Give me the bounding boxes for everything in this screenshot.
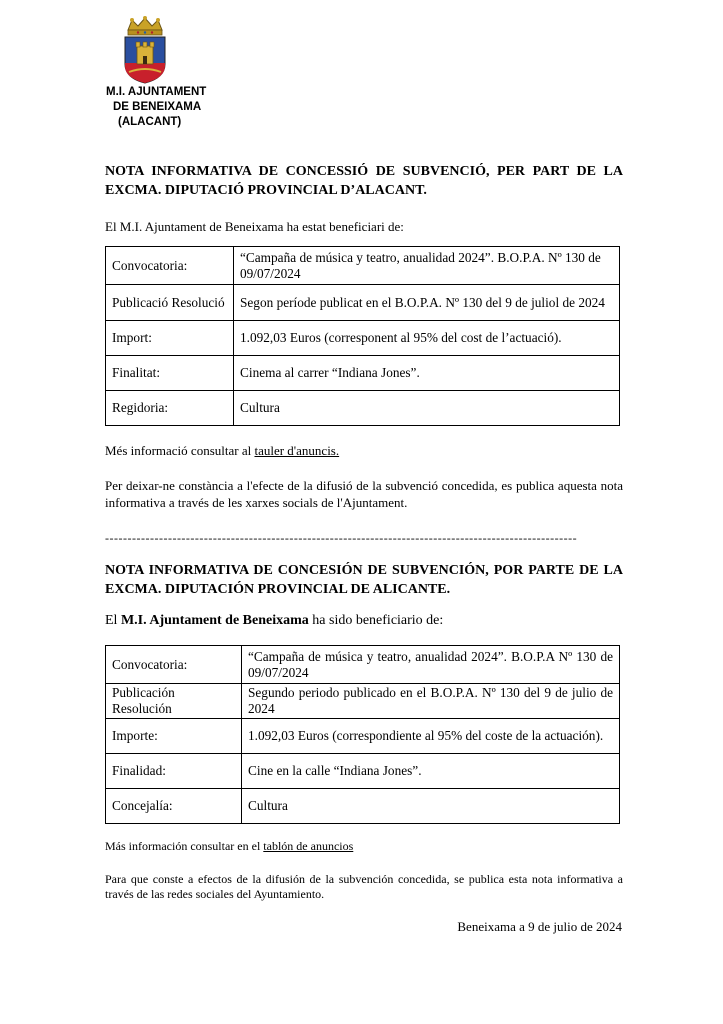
info-table-valencian [105,246,620,426]
row-value: 1.092,03 Euros (corresponent al 95% del cost de l’actuació). [234,321,620,356]
intro-prefix: El [105,613,121,628]
more-info-text: Més informació consultar al [105,443,255,458]
notice-board-link[interactable]: tauler d'anuncis. [254,443,340,458]
row-label: Convocatoria: [106,646,242,684]
table-row [106,247,620,285]
municipality-name [106,85,216,130]
row-value: Segundo periodo publicado en el B.O.P.A. Nº 130 del 9 de julio de 2024 [242,684,620,719]
row-value: Cinema al carrer “Indiana Jones”. [234,356,620,391]
row-value: “Campaña de música y teatro, anualidad 2024”. B.O.P.A. Nº 130 de 09/07/2024 [234,247,620,285]
intro-spanish [105,612,623,629]
row-label: Publicació Resolució [106,285,234,321]
signature-date: Beneixama a 9 de julio de 2024 [457,919,622,934]
table-row [106,646,620,684]
info-table-spanish [105,645,620,824]
row-label: Finalidad: [106,754,242,789]
intro-suffix: ha sido beneficiario de: [308,613,444,628]
row-value: Cine en la calle “Indiana Jones”. [242,754,620,789]
table-row [106,391,620,426]
table-row [106,754,620,789]
closing-spanish: Para que conste a efectos de la difusión de la subvención concedida, se publica esta nota informativa a través de las redes sociales del Ayuntamiento. [105,872,623,901]
table-row [106,719,620,754]
municipality-line-1: M.I. AJUNTAMENT [106,86,207,98]
row-label: Publicación Resolución [106,684,242,719]
row-label: Importe: [106,719,242,754]
intro-bold-name: M.I. Ajuntament de Beneixama [120,613,309,628]
title-valencian: NOTA INFORMATIVA DE CONCESSIÓ DE SUBVENCIÓ, PER PART DE LA EXCMA. DIPUTACIÓ PROVINCIAL D’ALACANT. [105,164,623,198]
row-value: “Campaña de música y teatro, anualidad 2024”. B.O.P.A Nº 130 de 09/07/2024 [242,646,620,684]
table-row [106,285,620,321]
section-separator: --------------------------------------------------------------------------------------------------------- [105,531,578,545]
more-info-text: Más información consultar en el [105,839,264,853]
table-row [106,356,620,391]
title-spanish: NOTA INFORMATIVA DE CONCESIÓN DE SUBVENCIÓN, POR PARTE DE LA EXCMA. DIPUTACIÓN PROVINCIAL DE ALICANTE. [105,563,623,597]
municipality-line-2: DE BENEIXAMA [113,101,202,113]
more-info-valencian [105,442,623,459]
more-info-spanish [105,839,623,854]
coat-of-arms-icon [120,16,170,84]
row-label: Finalitat: [106,356,234,391]
row-value: 1.092,03 Euros (correspondiente al 95% del coste de la actuación). [242,719,620,754]
municipality-line-3: (ALACANT) [118,116,182,128]
row-value: Cultura [242,789,620,824]
notice-board-link[interactable]: tablón de anuncios [263,839,354,853]
closing-valencian: Per deixar-ne constància a l'efecte de la difusió de la subvenció concedida, es publica aquesta nota informativa a través de les xarxes socials de l'Ajuntament. [105,478,623,510]
intro-valencian: El M.I. Ajuntament de Beneixama ha estat beneficiari de: [105,219,404,234]
row-label: Import: [106,321,234,356]
row-value: Segon període publicat en el B.O.P.A. Nº 130 del 9 de juliol de 2024 [234,285,620,321]
row-value: Cultura [234,391,620,426]
row-label: Concejalía: [106,789,242,824]
row-label: Regidoria: [106,391,234,426]
table-row [106,321,620,356]
row-label: Convocatoria: [106,247,234,285]
table-row [106,684,620,719]
table-row [106,789,620,824]
